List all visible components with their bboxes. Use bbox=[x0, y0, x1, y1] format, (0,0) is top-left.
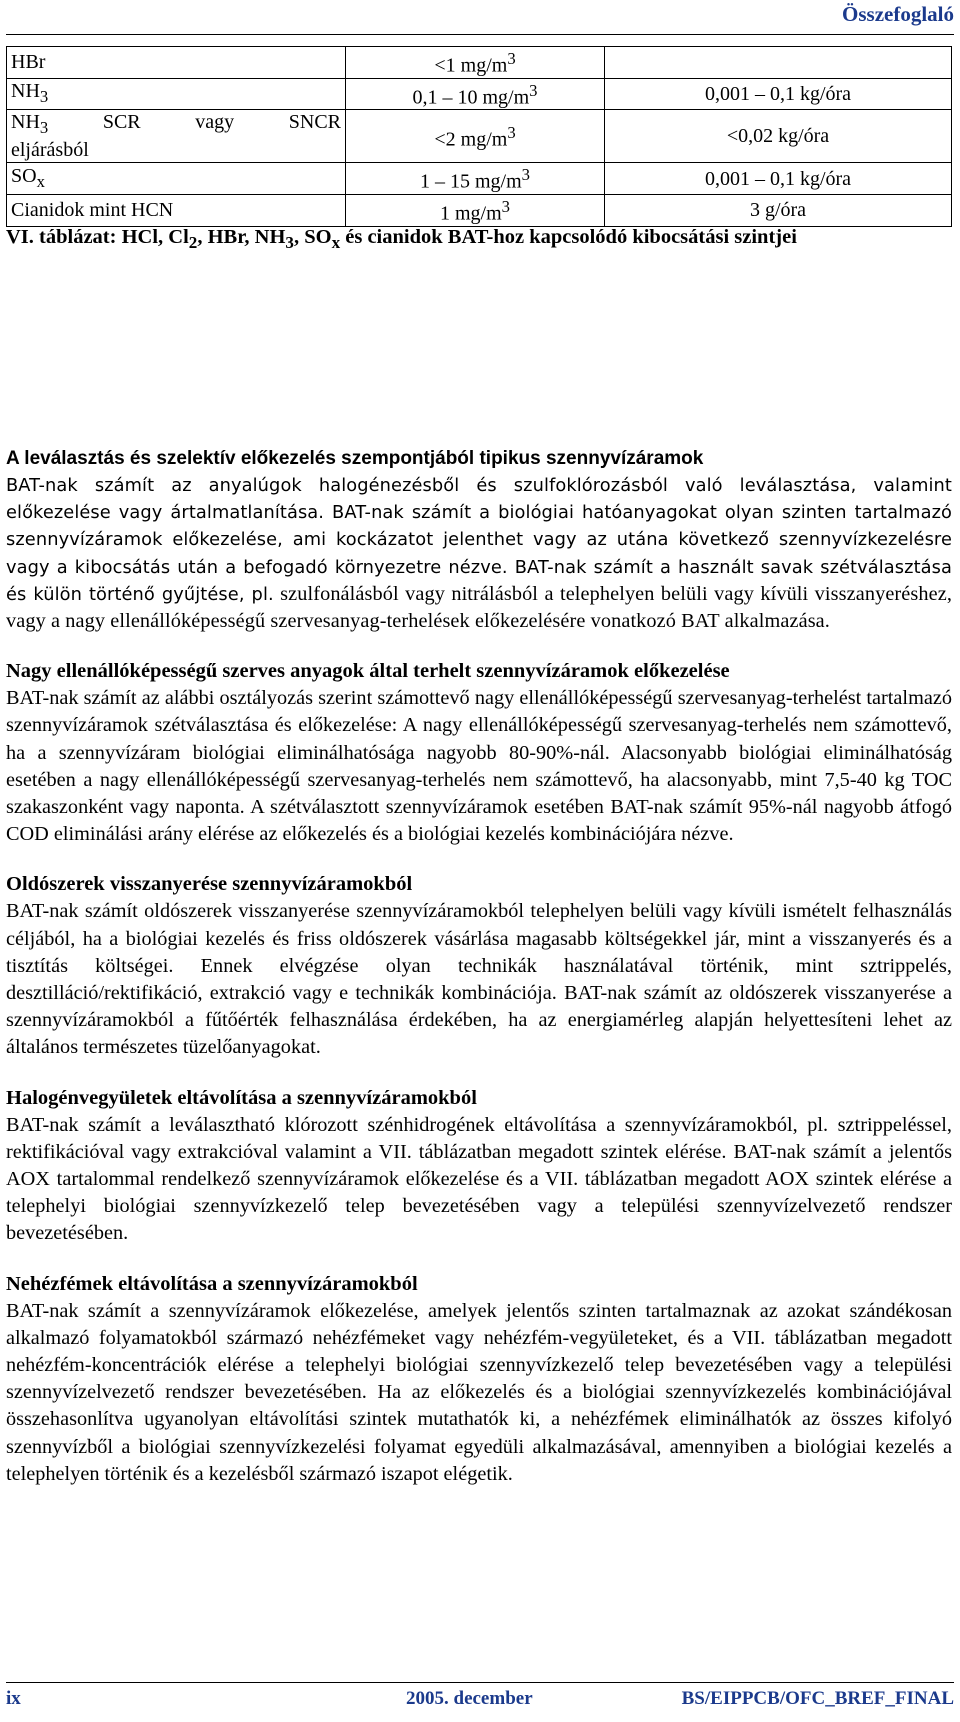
table-cell-load: <0,02 kg/óra bbox=[605, 110, 952, 163]
section-header-label: Összefoglaló bbox=[842, 2, 954, 26]
table-cell-concentration: 0,1 – 10 $mg/m^3$ bbox=[346, 78, 605, 110]
section-heading: Nehézfémek eltávolítása a szennyvízáramokból bbox=[6, 1272, 418, 1295]
section-typical-wastewater-streams bbox=[6, 445, 952, 635]
section-paragraph: BAT-nak számít a leválasztható klórozott szénhidrogének eltávolítása a szennyvízáramokból, pl. sztrippeléssel, rektifikációval vagy extrakcióval valamint a VII. táblázatban megadott szintek elérése. BAT-nak számít a jelentős AOX tartalommal rendelkező szennyvízáramok előkezelése és a VII. táblázatban megadott AOX szintek elérése a telephelyi biológiai szennyvízkezelő telep bevezetésében vagy a települési szennyvízelvezető rendszer bevezetésében. bbox=[6, 1113, 952, 1245]
header-divider bbox=[6, 34, 954, 35]
table-caption: VI. táblázat: HCl, $Cl_2$, HBr, $NH_3$, $SO_x$ és cianidok BAT-hoz kapcsolódó kibocsátási szintjei bbox=[6, 226, 797, 253]
footer-date: 2005. december bbox=[406, 1688, 533, 1709]
table-row bbox=[7, 110, 952, 163]
section-paragraph: BAT-nak számít az alábbi osztályozás szerint számottevő nagy ellenállóképességű szervesanyag-terhelést tartalmazó szennyvízáramok szétválasztása és előkezelése: A nagy ellenállóképességű szervesanyag-terhelés nem számottevő, ha a szennyvízáram biológiai eliminálhatósága nagyobb 80-90%-nál. Alacsonyabb biológiai eliminálhatóság esetében a nagy ellenállóképességű szervesanyag-terhelés nem számottevő, ha alacsonyabb, mint 7,5-40 kg TOC szakaszonként vagy naponta. A szétválasztott szennyvízáramok esetében BAT-nak számít 95%-nál nagyobb átfogó COD eliminálási arány elérése az előkezelés és a biológiai kezelés kombinációjára nézve. bbox=[6, 687, 952, 846]
section-paragraph: BAT-nak számít oldószerek visszanyerése szennyvízáramokból telephelyen belüli vagy kívüli ismételt felhasználás céljából, ha a biológiai kezelés és friss oldószerek vásárlása magasabb költségekkel jár, mint a visszanyerés és a tisztítás költségei. Ennek elvégzése olyan technikák használatával történik, mint sztrippelés, desztilláció/rektifikáció, extrakció vagy e technikák kombinációja. BAT-nak számít az oldószerek visszanyerése a szennyvízáramokból a fűtőérték felhasználása érdekében, ha az energiamérleg alapján helyettesíteni lehet az általános természetes tüzelőanyagokat. bbox=[6, 900, 952, 1059]
section-heading: Nagy ellenállóképességű szerves anyagok által terhelt szennyvízáramok előkezelése bbox=[6, 660, 730, 683]
table-cell-concentration: <2 $mg/m^3$ bbox=[346, 110, 605, 163]
document-body bbox=[6, 445, 952, 1511]
table-cell-concentration: <1 $mg/m^3$ bbox=[346, 47, 605, 79]
table-cell-substance: $NH_3$ bbox=[7, 78, 346, 110]
section-heading: Halogénvegyületek eltávolítása a szennyvízáramokból bbox=[6, 1086, 477, 1109]
emission-limits-table bbox=[6, 46, 952, 227]
section-heading: A leválasztás és szelektív előkezelés szempontjából tipikus szennyvízáramok bbox=[6, 448, 704, 469]
page-number: ix bbox=[6, 1688, 21, 1709]
table-cell-load: 0,001 – 0,1 kg/óra bbox=[605, 78, 952, 110]
table-row bbox=[7, 47, 952, 79]
table-cell-substance: $SO_x$ bbox=[7, 163, 346, 195]
section-refractory-organics bbox=[6, 658, 952, 848]
section-heavy-metal-removal bbox=[6, 1271, 952, 1488]
table-cell-load: 0,001 – 0,1 kg/óra bbox=[605, 163, 952, 195]
table-cell-concentration: 1 – 15 $mg/m^3$ bbox=[346, 163, 605, 195]
footer-doc-code: BS/EIPPCB/OFC_BREF_FINAL bbox=[681, 1688, 954, 1709]
table-row bbox=[7, 194, 952, 226]
table-cell-substance: Cianidok mint HCN bbox=[7, 194, 346, 226]
section-heading: Oldószerek visszanyerése szennyvízáramokból bbox=[6, 873, 413, 896]
table-cell-load: 3 g/óra bbox=[605, 194, 952, 226]
section-paragraph: BAT-nak számít a szennyvízáramok előkezelése, amelyek jelentős szinten tartalmaznak az azokat szándékosan alkalmazó folyamatokból származó nehézfémeket vagy nehézfém-vegyületeket, és a VII. táblázatban megadott nehézfém-koncentrációk elérése a telephelyi biológiai szennyvízkezelő telep bevezetésében vagy a települési szennyvízelvezető rendszer bevezetésében. Ha az előkezelés és a biológiai szennyvízkezelés kombinációjával összehasonlítva ugyanolyan eltávolítási szintek mutathatók ki, a nehézfémek eliminálhatók az összes kifolyó szennyvízből a biológiai szennyvízkezelési folyamat egyedüli alkalmazásával, amennyiben a biológiai kezelés a telephelyen történik és a kezelésből származó iszapot elégetik. bbox=[6, 1299, 952, 1485]
footer-divider bbox=[6, 1682, 954, 1683]
section-paragraph: BAT-nak számít az anyalúgok halogénezésből és szulfoklórozásból való leválasztása, valamint előkezelése vagy ártalmatlanítása. BAT-nak számít a biológiai hatóanyagokat olyan szinten tartalmazó szennyvízáramok előkezelése, ami kockázatot jelenthet vagy az utána következő szennyvízkezelésre vagy a kibocsátás után a befogadó környezetre nézve. BAT-nak számít a használt savak szétválasztása és külön történő gyűjtése, pl. szulfonálásból vagy nitrálásból a telephelyen belüli vagy kívüli visszanyeréshez, vagy a nagy ellenállóképességű szervesanyag-terhelések előkezelésére vonatkozó BAT alkalmazása. bbox=[6, 475, 952, 633]
table-row bbox=[7, 163, 952, 195]
table-row bbox=[7, 78, 952, 110]
section-halogen-removal bbox=[6, 1085, 952, 1248]
table-cell-concentration: 1 $mg/m^3$ bbox=[346, 194, 605, 226]
table-cell-load bbox=[605, 47, 952, 79]
table-cell-substance: HBr bbox=[7, 47, 346, 79]
table-cell-substance: $NH_3$ SCR vagy SNCR eljárásból bbox=[7, 110, 346, 163]
section-solvent-recovery bbox=[6, 871, 952, 1061]
